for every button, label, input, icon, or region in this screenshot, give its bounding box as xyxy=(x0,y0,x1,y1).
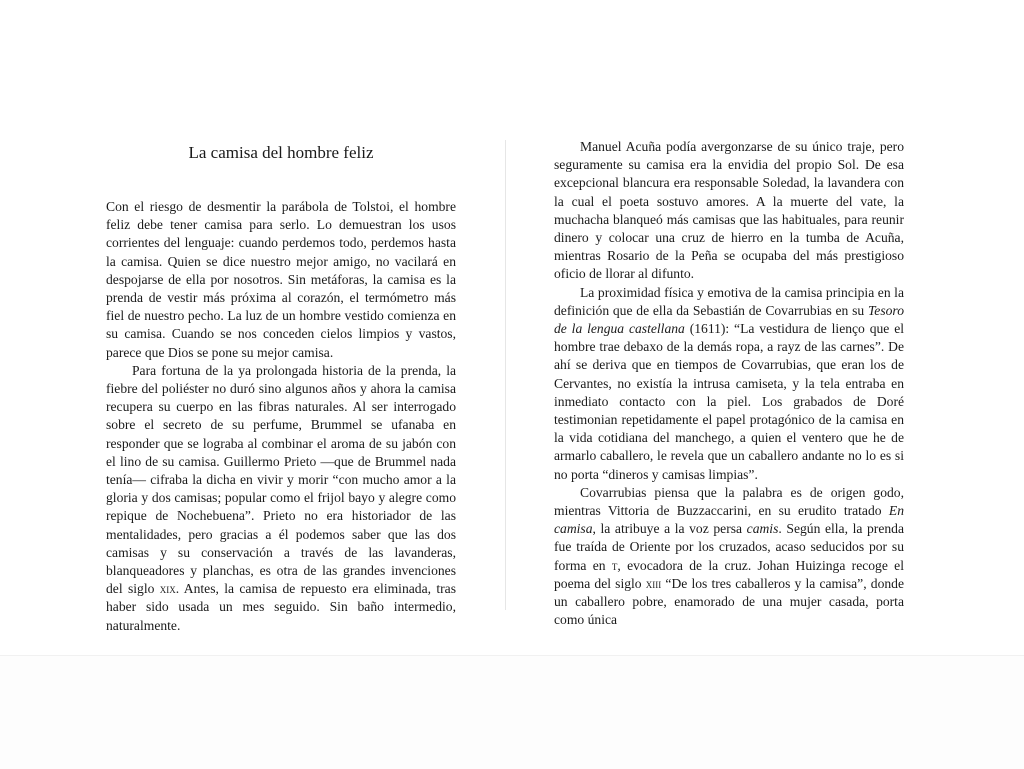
bottom-band xyxy=(0,655,1024,769)
right-page xyxy=(554,138,904,629)
book-title: En camisa xyxy=(554,503,904,537)
foreign-word: camis xyxy=(746,521,779,537)
text-span: . Según ella, la prenda fue traída de Oriente por los cruzados, acaso seducidos por su forma en xyxy=(554,521,904,573)
left-page xyxy=(106,138,456,635)
text-span: Para fortuna de la ya prolongada historia de la prenda, la fiebre del poliéster no duró sino algunos años y ahora la camisa recupera su cuerpo en las fibras naturales. Al ser interrogado sobre el secreto de su perfume, Brummel se ufanaba en responder que se lograba al combinar el aroma de su jabón con el lino de su camisa. Guillermo Prieto —que de Brummel nada tenía— cifraba la dicha en vivir y morir “con mucho amor a la gloria y dos camisas; popular como el frijol bayo y alegre como repique de Nochebuena”. Prieto no era historiador de las mentalidades, pero gracias a él podemos saber que las dos camisas y su conservación a través de las lavanderas, blanqueadores y planchas, es otra de las grandes invenciones del siglo xyxy=(106,362,456,597)
right-paragraph-3 xyxy=(554,484,904,630)
book-title: Tesoro de la lengua castellana xyxy=(554,302,904,337)
text-span: , evocadora de la cruz. Johan Huizinga recoge el poema del siglo xyxy=(554,557,904,591)
page-title: La camisa del hombre feliz xyxy=(188,143,374,162)
text-span: La proximidad física y emotiva de la camisa principia en la definición que de ella da Sebastián de Covarrubias en su xyxy=(554,284,904,318)
right-paragraph-2 xyxy=(554,284,904,484)
text-span: . Antes, la camisa de repuesto era eliminada, tras haber sido usada un mes seguido. Sin baño intermedio, naturalmente. xyxy=(106,581,457,633)
text-span: , la atribuye a la voz persa xyxy=(592,521,747,537)
letter-shape: t xyxy=(611,557,618,573)
century-numeral: xiii xyxy=(645,575,662,591)
left-paragraph-1: Con el riesgo de desmentir la parábola de Tolstoi, el hombre feliz debe tener camisa para serlo. Lo demuestran los usos corrientes del lenguaje: cuando perdemos todo, perdemos hasta la camisa. Quien se dice nuestro mejor amigo, no vacilará en despojarse de ella por nosotros. Sin metáforas, la camisa es la prenda de vestir más próxima al corazón, el termómetro más fiel de nuestro pecho. La luz de un hombre vestido comienza en su camisa. Cuando se nos conceden cielos limpios y vastos, parece que Dios se pone su mejor camisa. xyxy=(106,199,456,360)
text-span: “De los tres caballeros y la camisa”, donde un caballero pobre, enamorado de una mujer casada, porta como única xyxy=(554,575,904,628)
text-span: (1611): “La vestidura de lienço que el hombre trae debaxo de la demás ropa, a rayz de las carnes”. De ahí se deriva que en tiempos de Covarrubias, que eran los de Cervantes, no existía la intrusa camiseta, y la tela entraba en inmediato contacto con la piel. Los grabados de Doré testimonian repetidamente el papel protagónico de la camisa en la vida cotidiana del manchego, a quien el ventero que he de armarlo caballero, le revela que un caballero andante no lo es si no porta “dineros y camisas limpias”. xyxy=(554,321,904,482)
left-paragraph-2 xyxy=(106,362,456,635)
text-span: Covarrubias piensa que la palabra es de origen godo, mientras Vittoria de Buzzaccarini, en su erudito tratado xyxy=(554,484,904,519)
page-divider xyxy=(505,140,506,610)
century-numeral: xix xyxy=(159,581,176,597)
right-paragraph-1: Manuel Acuña podía avergonzarse de su único traje, pero seguramente su camisa era la envidia del propio Sol. De esa excepcional blancura era responsable Soledad, la lavandera con la cual el poeta sostuvo amores. A la muerte del vate, la muchacha blanqueó más camisas que las habituales, para reunir dinero y colocar una cruz de hierro en la tumba de Acuña, mientras Rosario de la Peña se ocupaba del más prestigioso oficio de llorar al difunto. xyxy=(554,139,904,282)
